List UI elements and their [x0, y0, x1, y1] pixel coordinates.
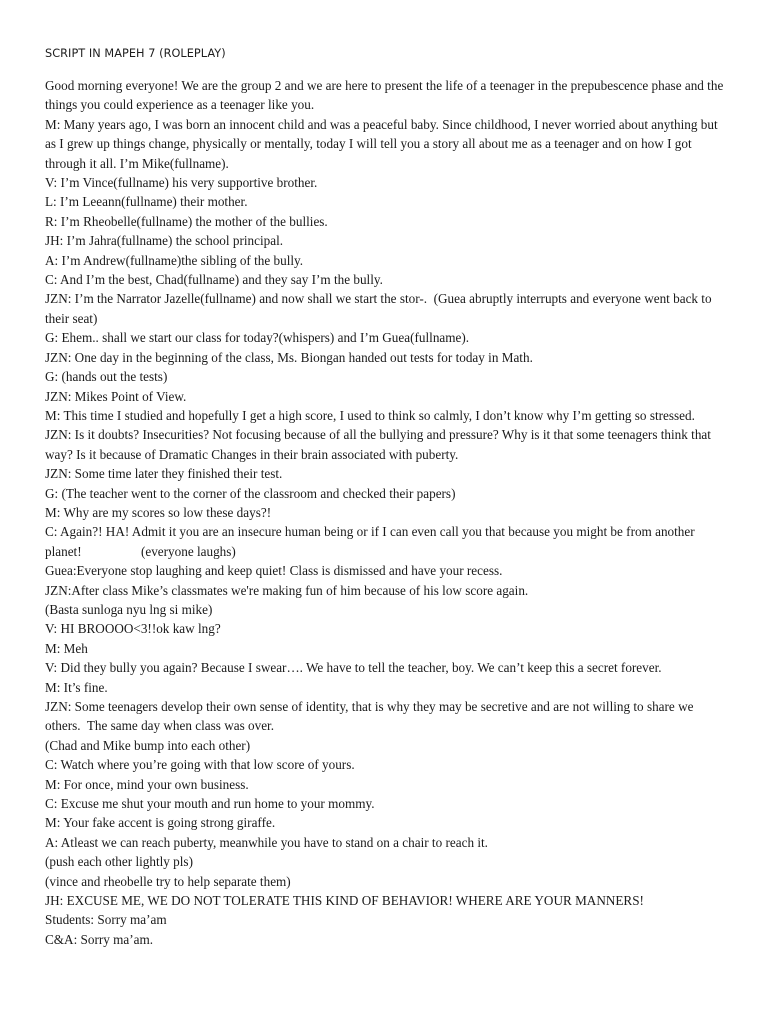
- script-line: M: Your fake accent is going strong giraffe.: [45, 815, 276, 831]
- script-line: R: I’m Rheobelle(fullname) the mother of the bullies.: [45, 213, 328, 229]
- script-line: C&A: Sorry ma’am.: [45, 931, 154, 947]
- script-line: M: Meh: [45, 640, 88, 656]
- script-line: M: Why are my scores so low these days?!: [45, 504, 272, 520]
- script-line: (Chad and Mike bump into each other): [45, 737, 251, 753]
- script-body: [45, 76, 731, 949]
- script-line: JZN: Some teenagers develop their own sense of identity, that is why they may be secretive and are not willing to share we others. The same day when class was over.: [45, 699, 697, 734]
- script-line: G: (hands out the tests): [45, 369, 168, 385]
- script-line: A: Atleast we can reach puberty, meanwhile you have to stand on a chair to reach it.: [45, 834, 488, 850]
- script-line: L: I’m Leeann(fullname) their mother.: [45, 194, 248, 210]
- script-line: JZN: Is it doubts? Insecurities? Not focusing because of all the bullying and pressure? Why is it that some teenagers think that way? Is it because of Dramatic Changes in their brain associated with puberty.: [45, 427, 715, 462]
- script-line: V: HI BROOOO<3!!ok kaw lng?: [45, 621, 221, 637]
- script-line: C: Excuse me shut your mouth and run home to your mommy.: [45, 796, 375, 812]
- script-line: JH: EXCUSE ME, WE DO NOT TOLERATE THIS KIND OF BEHAVIOR! WHERE ARE YOUR MANNERS!: [45, 893, 644, 909]
- script-line: JZN: Mikes Point of View.: [45, 388, 187, 404]
- script-line: M: For once, mind your own business.: [45, 776, 249, 792]
- script-line: JZN: One day in the beginning of the class, Ms. Biongan handed out tests for today in Math.: [45, 349, 533, 365]
- script-line: M: This time I studied and hopefully I get a high score, I used to think so calmly, I don’t know why I’m getting so stressed.: [45, 407, 695, 423]
- script-line: JZN: I’m the Narrator Jazelle(fullname) and now shall we start the stor-. (Guea abruptly interrupts and everyone went back to their seat): [45, 291, 715, 326]
- script-line: G: (The teacher went to the corner of the classroom and checked their papers): [45, 485, 456, 501]
- script-line: JH: I’m Jahra(fullname) the school principal.: [45, 233, 284, 249]
- script-line: A: I’m Andrew(fullname)the sibling of the bully.: [45, 252, 304, 268]
- script-line: V: I’m Vince(fullname) his very supportive brother.: [45, 175, 318, 191]
- script-line: Good morning everyone! We are the group 2 and we are here to present the life of a teenager in the prepubescence phase and the things you could experience as a teenager like you.: [45, 78, 727, 113]
- script-line: (Basta sunloga nyu lng si mike): [45, 601, 213, 617]
- script-line: (vince and rheobelle try to help separate them): [45, 873, 291, 889]
- script-line: JZN: Some time later they finished their test.: [45, 466, 283, 482]
- script-line: M: It’s fine.: [45, 679, 108, 695]
- script-line: C: And I’m the best, Chad(fullname) and they say I’m the bully.: [45, 272, 383, 288]
- document-title: SCRIPT IN MAPEH 7 (ROLEPLAY): [45, 47, 226, 60]
- script-line: G: Ehem.. shall we start our class for today?(whispers) and I’m Guea(fullname).: [45, 330, 470, 346]
- script-line: (push each other lightly pls): [45, 854, 193, 870]
- script-line: C: Again?! HA! Admit it you are an insecure human being or if I can even call you that because you might be from another planet! (everyone laughs): [45, 524, 698, 559]
- script-line: M: Many years ago, I was born an innocent child and was a peaceful baby. Since childhood, I never worried about anything but as I grew up things change, physically or mentally, today I will tell you a story all about me as a teenager and on how I got through it all. I’m Mike(fullname).: [45, 116, 721, 171]
- script-line: Students: Sorry ma’am: [45, 912, 167, 928]
- script-line: JZN:After class Mike’s classmates we're making fun of him because of his low score again.: [45, 582, 529, 598]
- script-line: C: Watch where you’re going with that low score of yours.: [45, 757, 355, 773]
- script-line: Guea:Everyone stop laughing and keep quiet! Class is dismissed and have your recess.: [45, 563, 503, 579]
- script-line: V: Did they bully you again? Because I swear…. We have to tell the teacher, boy. We can’t keep this a secret forever.: [45, 660, 662, 676]
